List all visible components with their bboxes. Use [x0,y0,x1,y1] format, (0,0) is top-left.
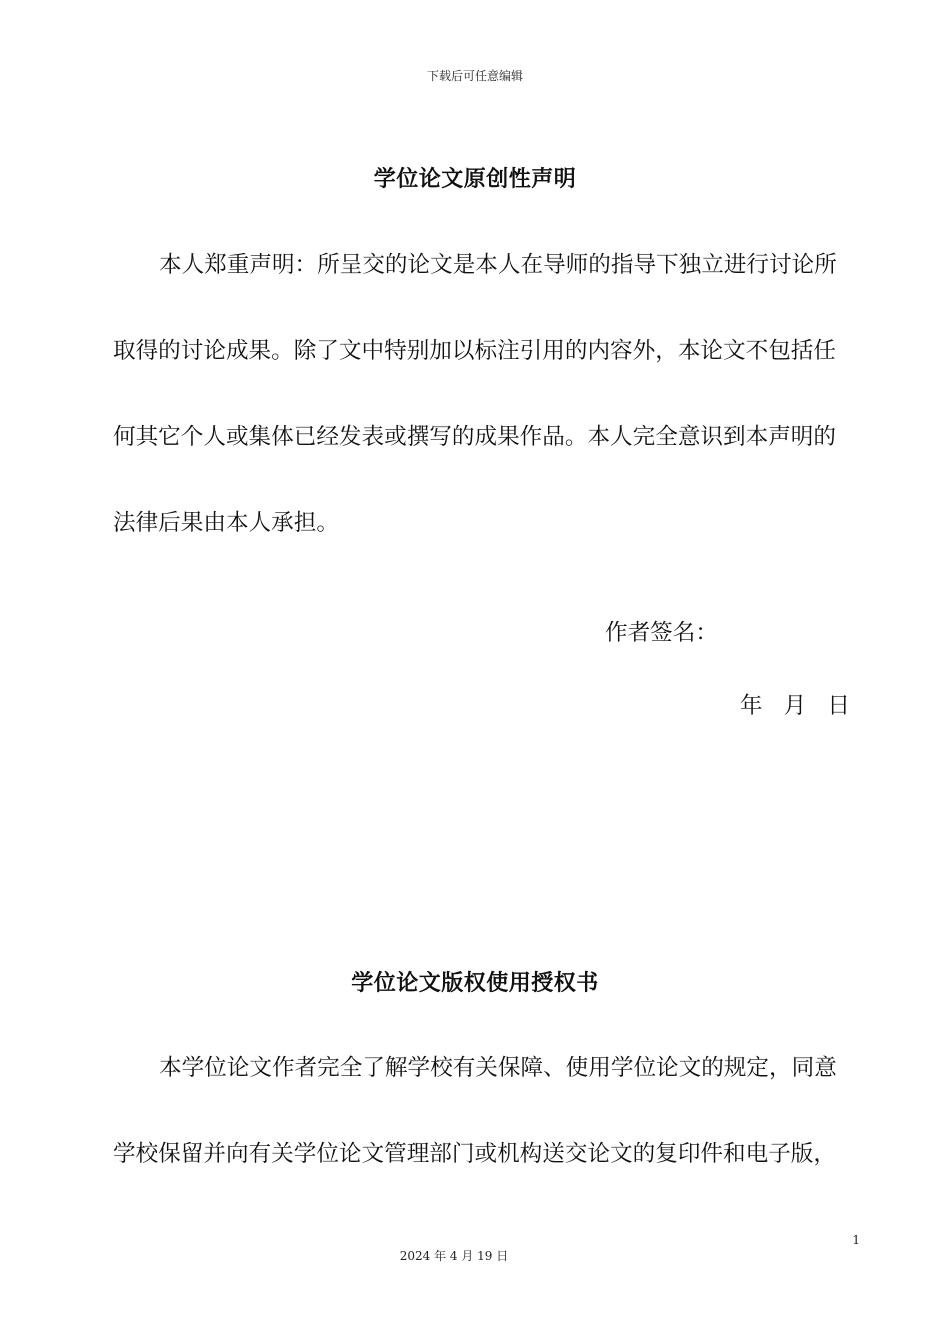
author-signature-label: 作者签名： [605,620,718,646]
declaration-line: 何其它个人或集体已经发表或撰写的成果作品。本人完全意识到本声明的 [113,424,836,450]
authorization-line: 学校保留并向有关学位论文管理部门或机构送交论文的复印件和电子版， [113,1141,836,1167]
footer-date: 2024 年 4 月 19 日 [399,1249,509,1263]
declaration-paragraph [113,222,861,566]
authorization-paragraph [113,1025,861,1197]
declaration-title: 学位论文原创性声明 [373,167,577,192]
page-header: 下载后可任意编辑 [426,69,523,83]
declaration-line: 法律后果由本人承担。 [113,510,339,536]
authorization-line: 本学位论文作者完全了解学校有关保障、使用学位论文的规定，同意 [159,1055,837,1081]
declaration-line: 本人郑重声明：所呈交的论文是本人在导师的指导下独立进行讨论所 [159,252,837,278]
page-number: 1 [852,1233,860,1247]
signature-date-line: 年 月 日 [739,693,850,719]
declaration-line: 取得的讨论成果。除了文中特别加以标注引用的内容外，本论文不包括任 [113,338,836,364]
authorization-title: 学位论文版权使用授权书 [351,971,599,996]
